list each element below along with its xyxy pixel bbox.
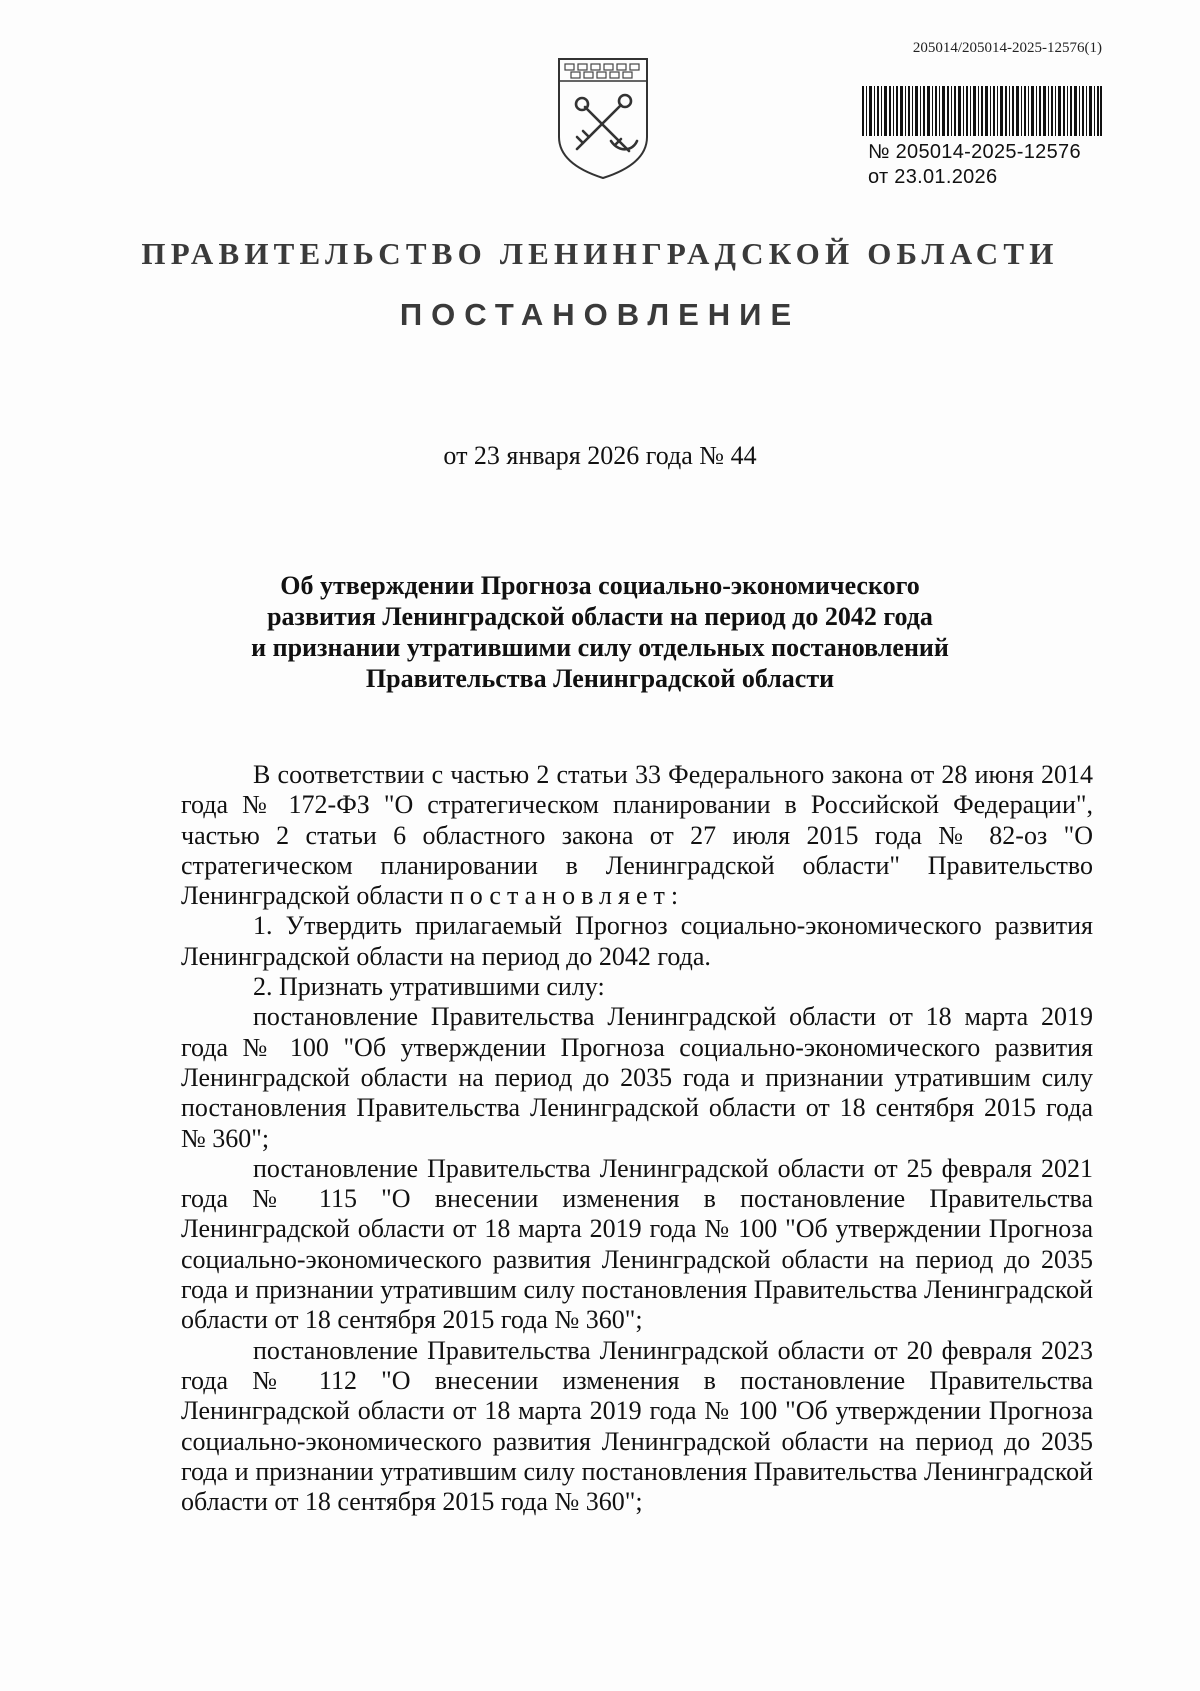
organization-title: ПРАВИТЕЛЬСТВО ЛЕНИНГРАДСКОЙ ОБЛАСТИ: [141, 236, 1059, 271]
heading-line: развития Ленинградской области на период до 2042 года: [267, 602, 933, 631]
preamble-text: В соответствии с частью 2 статьи 33 Федерального закона от 28 июня 2014 года № 172-ФЗ "О стратегическом планировании в Российской Федерации", частью 2 статьи 6 областного закона от 27 июля 2015 года № 82-оз "О стратегическом планировании в Ленинградской области" Правительство Ленинградской области: [181, 760, 1093, 911]
heading-line: Правительства Ленинградской области: [365, 664, 835, 693]
body-paragraph: постановление Правительства Ленинградской области от 18 марта 2019 года № 100 "Об утверждении Прогноза социально-экономического развития Ленинградской области на период до 2035 года и признании утратившим силу постановления Правительства Ленинградской области от 18 сентября 2015 года № 360";: [181, 1002, 1093, 1153]
preamble-paragraph: [181, 760, 1093, 911]
heading-line: и признании утратившими силу отдельных постановлений: [251, 633, 949, 662]
body-paragraph: 2. Признать утратившими силу:: [253, 972, 605, 1002]
body-paragraph: 1. Утвердить прилагаемый Прогноз социально-экономического развития Ленинградской области на период до 2042 года.: [181, 911, 1093, 971]
preamble-verb: постановляет:: [449, 881, 685, 911]
document-body: [181, 760, 1093, 1517]
document-type: ПОСТАНОВЛЕНИЕ: [399, 297, 801, 332]
registration-date: от 23.01.2026: [868, 166, 998, 188]
document-code: 205014/205014-2025-12576(1): [912, 40, 1102, 56]
document-heading: [200, 570, 1000, 694]
heading-line: Об утверждении Прогноза социально-экономического: [280, 571, 920, 600]
body-paragraph: постановление Правительства Ленинградской области от 25 февраля 2021 года № 115 "О внесении изменения в постановление Правительства Ленинградской области от 18 марта 2019 года № 100 "Об утверждении Прогноза социально-экономического развития Ленинградской области на период до 2035 года и признании утратившим силу постановления Правительства Ленинградской области от 18 сентября 2015 года № 360";: [181, 1153, 1093, 1335]
barcode-icon: [862, 86, 1102, 136]
body-paragraph: постановление Правительства Ленинградской области от 20 февраля 2023 года № 112 "О внесении изменения в постановление Правительства Ленинградской области от 18 марта 2019 года № 100 "Об утверждении Прогноза социально-экономического развития Ленинградской области на период до 2035 года и признании утратившим силу постановления Правительства Ленинградской области от 18 сентября 2015 года № 360";: [181, 1335, 1093, 1517]
document-date: от 23 января 2026 года № 44: [443, 441, 757, 470]
registration-number: № 205014-2025-12576: [868, 141, 1081, 163]
leningrad-oblast-coat-of-arms-icon: [555, 55, 651, 181]
